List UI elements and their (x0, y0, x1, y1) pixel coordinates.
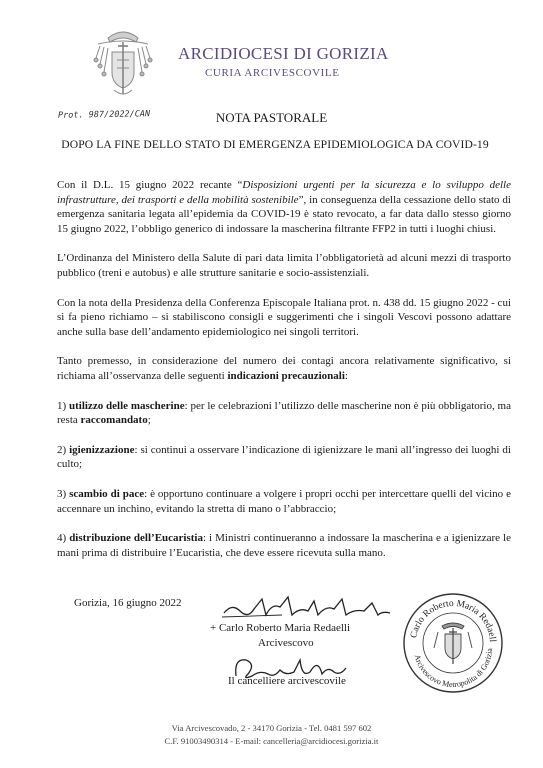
p4-text-c: : (344, 369, 348, 382)
item-number: 4) (57, 532, 70, 545)
item-title: utilizzo delle mascherine (68, 399, 185, 412)
protocol-stamp: Prot. 987/2022/CAN (57, 109, 151, 121)
list-item (57, 399, 511, 428)
item-title: distribuzione dell’Eucaristia (69, 532, 203, 545)
seal-top-textpath: Carlo Roberto Maria Redaell (409, 598, 498, 643)
footer-address: Via Arcivescovado, 2 - 34170 Gorizia - Tel. 0481 597 602 (171, 723, 372, 733)
item-number: 1) (57, 399, 69, 412)
item-text: : per le celebrazioni l’utilizzo delle mascherine non è più obbligatorio, ma resta (57, 399, 511, 427)
list-item (57, 443, 511, 472)
item-emphasis: raccomandato (80, 414, 148, 427)
list-item (57, 487, 511, 516)
footer-contacts: C.F. 91003490314 - E-mail: cancelleria@arcidiocesi.gorizia.it (164, 736, 379, 746)
precautions-label: indicazioni precauzionali (227, 369, 345, 382)
item-text: : i Ministri continueranno a indossare la mascherina e a igienizzare le mani prima di distribuire l’Eucaristia, che deve essere ricevuta sulla mano. (57, 532, 511, 559)
signer-name: + Carlo Roberto Maria Redaelli (210, 622, 350, 634)
letterhead-subtitle: CURIA ARCIVESCOVILE (205, 67, 340, 79)
seal-bottom-textpath: Arcivescovo Metropolita di Gorizia (412, 647, 495, 690)
letterhead-title: ARCIDIOCESI DI GORIZIA (178, 44, 389, 63)
document-heading: NOTA PASTORALE (215, 110, 328, 125)
paragraph-4 (57, 354, 511, 383)
p1-text-a: Con il D.L. 15 giugno 2022 recante “ (57, 179, 243, 191)
item-end: ; (147, 414, 151, 427)
item-text: : è opportuno continuare a volgere i propri occhi per intercettare quelli del vicino e accennare un inchino, evitando la stretta di mano o l’abbraccio; (57, 487, 511, 515)
item-title: igienizzazione (69, 443, 135, 456)
paragraph-2: L’Ordinanza del Ministero della Salute di pari data limita l’obbligatorietà ad alcuni mezzi di trasporto pubblico (treni e autobus) e alle strutture sanitarie e socio-assistenziali. (57, 252, 511, 279)
archbishop-signature-icon (222, 593, 392, 623)
episcopal-seal-icon (402, 592, 504, 694)
paragraph-3: Con la nota della Presidenza della Conferenza Episcopale Italiana prot. n. 438 dd. 15 giugno 2022 - cui si fa pieno richiamo – si stabiliscono consigli e suggerimenti che i singoli Vescovi possono adattare anche sulla base dell’andamento epidemiologico nei singoli territori. (57, 296, 511, 338)
document-body (57, 178, 511, 575)
item-number: 3) (57, 487, 70, 500)
item-text: : si continui a osservare l’indicazione di igienizzare le mani all’ingresso dei luoghi di culto; (57, 443, 511, 471)
p4-text-a: Tanto premesso, in considerazione del numero dei contagi ancora relativamente significativo, si richiama all’osservanza delle seguenti (57, 355, 511, 382)
paragraph-1 (57, 178, 511, 236)
document-date: Gorizia, 16 giugno 2022 (74, 597, 182, 609)
list-item (57, 531, 511, 560)
document-subject: DOPO LA FINE DELLO STATO DI EMERGENZA EPIDEMIOLOGICA DA COVID-19 (61, 138, 489, 151)
decree-title: Disposizioni urgenti per la sicurezza e lo sviluppo delle infrastrutture, dei trasporti e della mobilità sostenibile (57, 179, 511, 206)
p1-text-c: ”, in conseguenza della cessazione dello stato di emergenza sanitaria legata all’epidemia da COVID-19 è stato revocato, a far data dallo stesso giorno 15 giugno 2022, l’obbligo generico di indossare la mascherina filtrante FFP2 in tutti i luoghi chiusi. (57, 193, 511, 235)
item-number: 2) (57, 443, 70, 456)
chancellor-label: Il cancelliere arcivescovile (228, 675, 346, 687)
item-title: scambio di pace (69, 487, 145, 500)
signer-role: Arcivescovo (258, 637, 314, 649)
archbishop-coat-of-arms-icon (92, 28, 154, 100)
